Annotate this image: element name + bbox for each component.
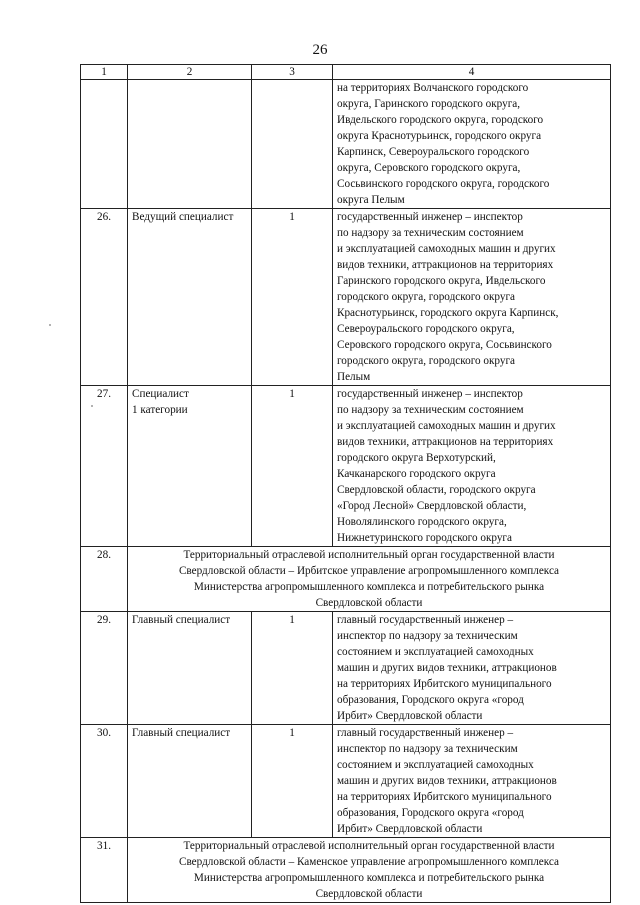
organization-line: Территориальный отраслевой исполнительный орган государственной власти <box>183 840 555 852</box>
table-header-row <box>81 65 611 80</box>
description-line: видов техники, аттракционов на территориях <box>337 436 554 448</box>
description-line: Новолялинского городского округа, <box>337 516 507 528</box>
count-cell: 1 <box>252 209 333 386</box>
description-line: округа Пелым <box>337 194 405 206</box>
organization-line: Свердловской области – Каменское управление агропромышленного комплекса <box>179 856 559 868</box>
row-number-cell: 27. <box>81 386 128 547</box>
description-line: состоянием и эксплуатацией самоходных <box>337 759 534 771</box>
row-number-cell: 28. <box>81 547 128 612</box>
staff-table <box>80 64 611 903</box>
position-cell <box>128 80 252 209</box>
position-cell <box>128 725 252 838</box>
description-line: Ирбит» Свердловской области <box>337 823 483 835</box>
page-number: 26 <box>312 42 328 58</box>
description-line: городского округа, городского округа <box>337 291 516 303</box>
description-line: по надзору за техническим состоянием <box>337 227 524 239</box>
position-cell <box>128 612 252 725</box>
description-cell <box>333 209 611 386</box>
description-line: образования, Городского округа «город <box>337 694 524 706</box>
description-line: инспектор по надзору за техническим <box>337 743 518 755</box>
description-line: «Город Лесной» Свердловской области, <box>337 500 527 512</box>
description-line: Сосьвинского городского округа, городского <box>337 178 550 190</box>
description-line: Нижнетуринского городского округа <box>337 532 512 544</box>
row-number-cell: 30. <box>81 725 128 838</box>
description-line: Пелым <box>337 371 371 383</box>
organization-line: Свердловской области <box>315 888 423 900</box>
position-line: Главный специалист <box>132 614 231 626</box>
count-cell: 1 <box>252 386 333 547</box>
organization-cell <box>128 547 611 612</box>
organization-line: Свердловской области <box>315 597 423 609</box>
row-number-cell: 31. <box>81 838 128 903</box>
row-number-cell <box>81 80 128 209</box>
table-row-organization <box>81 838 611 903</box>
table-row <box>81 209 611 386</box>
description-line: и эксплуатацией самоходных машин и других <box>337 243 556 255</box>
description-line: Гаринского городского округа, Ивдельского <box>337 275 546 287</box>
description-line: машин и других видов техники, аттракционов <box>337 775 557 787</box>
column-header-3: 3 <box>252 65 333 80</box>
count-cell: 1 <box>252 725 333 838</box>
description-cell <box>333 386 611 547</box>
description-line: и эксплуатацией самоходных машин и других <box>337 420 556 432</box>
table-row <box>81 725 611 838</box>
description-line: Краснотурьинск, городского округа Карпинск, <box>337 307 559 319</box>
description-line: Качканарского городского округа <box>337 468 496 480</box>
description-line: государственный инженер – инспектор <box>337 211 523 223</box>
description-line: Свердловской области, городского округа <box>337 484 536 496</box>
position-line: Специалист <box>132 388 189 400</box>
table-row <box>81 80 611 209</box>
description-line: на территориях Волчанского городского <box>337 82 529 94</box>
organization-line: Свердловской области – Ирбитское управление агропромышленного комплекса <box>178 565 560 577</box>
description-line: образования, Городского округа «город <box>337 807 524 819</box>
description-line: состоянием и эксплуатацией самоходных <box>337 646 534 658</box>
row-number-cell: 26. <box>81 209 128 386</box>
count-cell <box>252 80 333 209</box>
organization-cell <box>128 838 611 903</box>
position-cell <box>128 209 252 386</box>
organization-line: Министерства агропромышленного комплекса и потребительского рынка <box>193 581 545 593</box>
description-cell <box>333 612 611 725</box>
organization-line: Министерства агропромышленного комплекса и потребительского рынка <box>193 872 545 884</box>
position-line: Ведущий специалист <box>132 211 234 223</box>
table-row <box>81 612 611 725</box>
position-line: 1 категории <box>132 404 188 416</box>
description-line: округа Краснотурьинск, городского округа <box>337 130 542 142</box>
description-line: городского округа Верхотурский, <box>337 452 496 464</box>
description-line: округа, Серовского городского округа, <box>337 162 521 174</box>
description-line: главный государственный инженер – <box>337 727 514 739</box>
column-header-2: 2 <box>128 65 252 80</box>
description-line: видов техники, аттракционов на территориях <box>337 259 554 271</box>
description-line: Ивдельского городского округа, городского <box>337 114 544 126</box>
position-line: Главный специалист <box>132 727 231 739</box>
description-line: округа, Гаринского городского округа, <box>337 98 521 110</box>
row-number-cell: 29. <box>81 612 128 725</box>
description-line: Серовского городского округа, Сосьвинского <box>337 339 552 351</box>
description-line: машин и других видов техники, аттракционов <box>337 662 557 674</box>
organization-line: Территориальный отраслевой исполнительный орган государственной власти <box>183 549 555 561</box>
description-line: государственный инженер – инспектор <box>337 388 523 400</box>
column-header-1: 1 <box>81 65 128 80</box>
description-cell <box>333 725 611 838</box>
description-line: Ирбит» Свердловской области <box>337 710 483 722</box>
position-cell <box>128 386 252 547</box>
description-line: городского округа, городского округа <box>337 355 516 367</box>
description-cell <box>333 80 611 209</box>
table-row <box>81 386 611 547</box>
description-line: главный государственный инженер – <box>337 614 514 626</box>
description-line: по надзору за техническим состоянием <box>337 404 524 416</box>
description-line: на территориях Ирбитского муниципального <box>337 791 552 803</box>
description-line: Карпинск, Североуральского городского <box>337 146 530 158</box>
column-header-4: 4 <box>333 65 611 80</box>
description-line: инспектор по надзору за техническим <box>337 630 518 642</box>
table-row-organization <box>81 547 611 612</box>
scan-speck-1 <box>49 324 51 326</box>
count-cell: 1 <box>252 612 333 725</box>
description-line: на территориях Ирбитского муниципального <box>337 678 552 690</box>
description-line: Североуральского городского округа, <box>337 323 515 335</box>
